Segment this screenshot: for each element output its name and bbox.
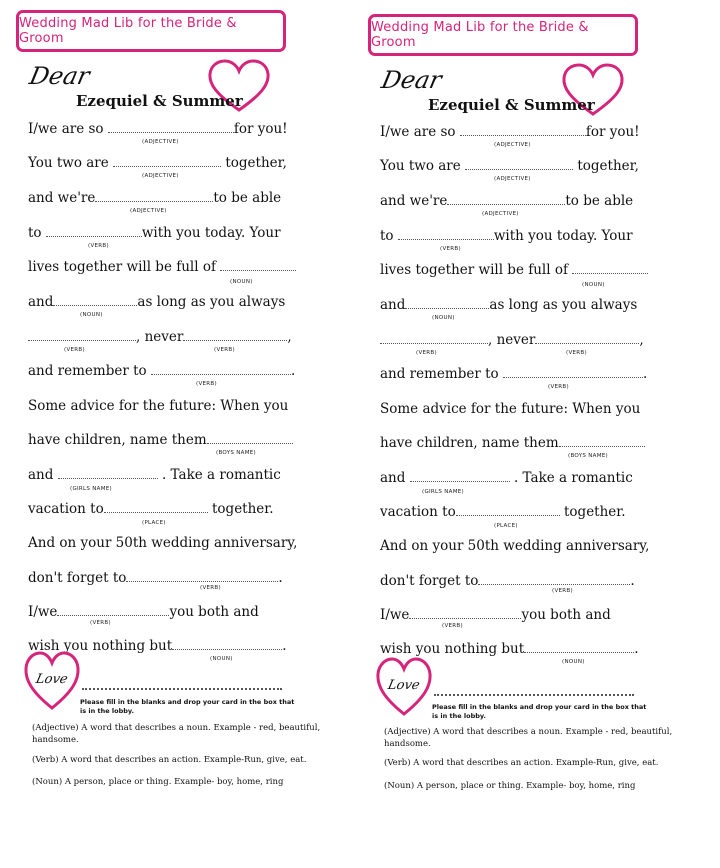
madlib-line: lives together will be full of [380,262,648,278]
blank-caption: (ADJECTIVE) [494,142,531,148]
madlib-line: lives together will be full of [28,259,296,275]
mad-lib-card-left [10,0,350,868]
blank-field[interactable] [478,573,630,585]
madlib-line: and . Take a romantic [28,467,281,483]
dear-script: Dear [27,62,93,90]
madlib-line: I/we are so for you! [380,124,640,140]
madlib-line: Some advice for the future: When you [380,401,641,417]
madlib-line: and we're to be able [28,190,282,206]
blank-caption: (NOUN) [432,315,455,321]
blank-field[interactable] [104,501,208,513]
blank-field[interactable] [405,297,489,309]
blank-field[interactable] [57,604,169,616]
madlib-line: You two are together, [28,155,287,171]
blank-caption: (VERB) [64,347,85,353]
blank-field[interactable] [53,294,137,306]
madlib-line: , never , [28,329,292,345]
madlib-line: I/we are so for you! [28,121,288,137]
blank-caption: (VERB) [566,350,587,356]
blank-caption: (VERB) [214,347,235,353]
blank-caption: (VERB) [416,350,437,356]
blank-field[interactable] [460,124,586,136]
blank-caption: (VERB) [440,246,461,252]
blank-caption: (NOUN) [230,279,253,285]
blank-field[interactable] [465,158,573,170]
madlib-line: and as long as you always [28,294,286,310]
card-title: Wedding Mad Lib for the Bride & Groom [371,20,589,50]
love-script: Love [34,672,70,687]
madlib-line: don't forget to . [380,573,635,589]
madlib-line: You two are together, [380,158,639,174]
blank-field[interactable] [409,607,521,619]
madlib-line: have children, name them [28,432,293,448]
madlib-line: vacation to together. [380,504,626,520]
blank-caption: (PLACE) [142,520,166,526]
madlib-line: and remember to . [28,363,296,379]
blank-field[interactable] [572,262,648,274]
blank-caption: (GIRLS NAME) [70,486,112,492]
blank-caption: (ADJECTIVE) [482,211,519,217]
madlib-line: and . Take a romantic [380,470,633,486]
madlib-line: wish you nothing but . [380,641,639,657]
blank-field[interactable] [380,332,488,344]
blank-caption: (BOYS NAME) [216,450,256,456]
blank-caption: (NOUN) [562,659,585,665]
card-title: Wedding Mad Lib for the Bride & Groom [19,16,237,46]
blank-caption: (VERB) [548,384,569,390]
madlib-line: to with you today. Your [28,225,281,241]
mad-lib-card-right [362,0,702,868]
blank-field[interactable] [113,155,221,167]
blank-caption: (PLACE) [494,523,518,529]
blank-field[interactable] [172,638,282,650]
madlib-line: and we're to be able [380,193,634,209]
blank-caption: (NOUN) [582,282,605,288]
madlib-line: and as long as you always [380,297,638,313]
blank-caption: (VERB) [552,588,573,594]
madlib-line: , never , [380,332,644,348]
blank-caption: (NOUN) [210,656,233,662]
blank-field[interactable] [503,366,643,378]
legend-verb: (Verb) A word that describes an action. Example-Run, give, eat. [384,758,659,768]
blank-field[interactable] [559,435,645,447]
madlib-line: I/we you both and [28,604,259,620]
blank-field[interactable] [447,193,565,205]
blank-caption: (NOUN) [80,312,103,318]
madlib-line: Some advice for the future: When you [28,398,289,414]
blank-field[interactable] [410,470,510,482]
madlib-line: And on your 50th wedding anniversary, [380,538,650,554]
signature-line[interactable] [434,694,634,696]
signature-line[interactable] [82,688,282,690]
blank-caption: (ADJECTIVE) [142,173,179,179]
blank-caption: (ADJECTIVE) [142,139,179,145]
blank-field[interactable] [456,504,560,516]
title-box [368,14,638,56]
instructions-text: Please fill in the blanks and drop your card in the box that is in the lobby. [432,703,647,720]
legend-verb: (Verb) A word that describes an action. Example-Run, give, eat. [32,755,307,765]
madlib-line: to with you today. Your [380,228,633,244]
madlib-line: have children, name them [380,435,645,451]
instructions-text: Please fill in the blanks and drop your card in the box that is in the lobby. [80,698,295,715]
blank-field[interactable] [183,329,287,341]
couple-names: Ezequiel & Summer [428,96,595,114]
blank-field[interactable] [524,641,634,653]
blank-caption: (BOYS NAME) [568,453,608,459]
legend-noun: (Noun) A person, place or thing. Example- boy, home, ring [32,777,284,787]
blank-caption: (ADJECTIVE) [130,208,167,214]
blank-field[interactable] [151,363,291,375]
title-box [16,10,286,52]
blank-field[interactable] [58,467,158,479]
blank-field[interactable] [95,190,213,202]
blank-field[interactable] [28,329,136,341]
blank-field[interactable] [207,432,293,444]
blank-field[interactable] [108,121,234,133]
legend-noun: (Noun) A person, place or thing. Example- boy, home, ring [384,781,636,791]
madlib-line: And on your 50th wedding anniversary, [28,535,298,551]
blank-field[interactable] [126,570,278,582]
blank-caption: (GIRLS NAME) [422,489,464,495]
blank-caption: (VERB) [90,620,111,626]
legend-adjective: (Adjective) A word that describes a noun. Example - red, beautiful, handsome. [32,723,321,745]
blank-caption: (VERB) [200,585,221,591]
blank-caption: (ADJECTIVE) [494,176,531,182]
couple-names: Ezequiel & Summer [76,92,243,110]
blank-caption: (VERB) [442,623,463,629]
love-script: Love [386,678,422,693]
legend-adjective: (Adjective) A word that describes a noun. Example - red, beautiful, handsome. [384,727,673,749]
madlib-line: wish you nothing but . [28,638,287,654]
blank-field[interactable] [220,259,296,271]
blank-caption: (VERB) [88,243,109,249]
madlib-line: don't forget to . [28,570,283,586]
madlib-line: vacation to together. [28,501,274,517]
dear-script: Dear [379,66,445,94]
madlib-line: and remember to . [380,366,648,382]
blank-field[interactable] [535,332,639,344]
blank-caption: (VERB) [196,381,217,387]
blank-field[interactable] [398,228,494,240]
blank-field[interactable] [46,225,142,237]
madlib-line: I/we you both and [380,607,611,623]
